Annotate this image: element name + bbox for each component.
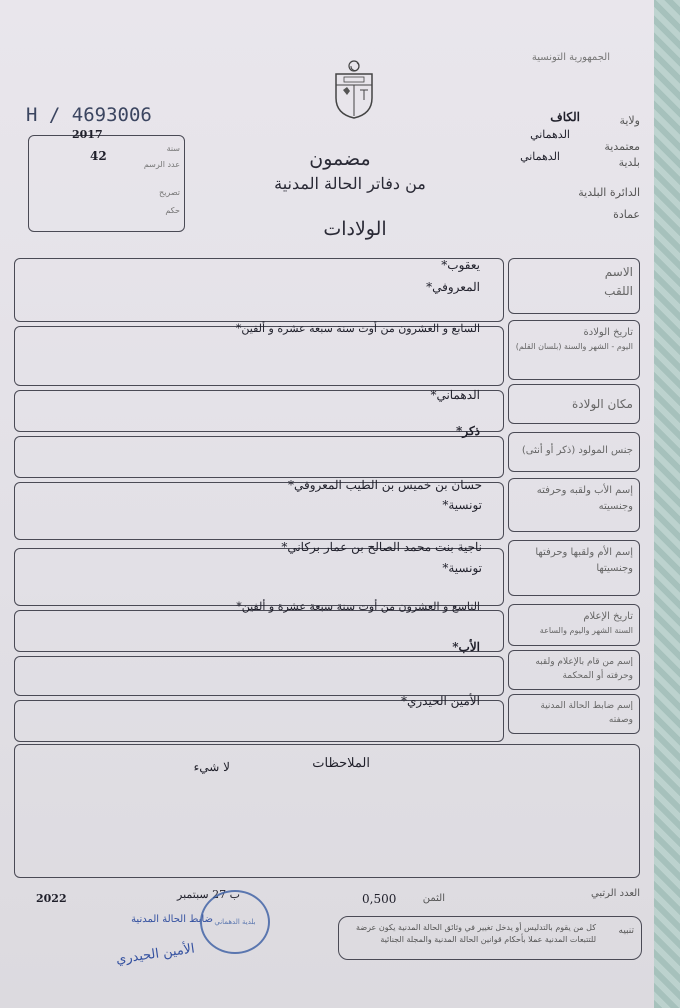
declarant-label: إسم من قام بالإعلام ولقبه وحرفته أو المحكمة <box>535 657 633 682</box>
declarant-value: الأب* <box>452 640 480 654</box>
sex-value: ذكر* <box>456 424 480 438</box>
title-line1: مضمون <box>309 148 371 170</box>
judgment-label: حكم <box>165 206 180 215</box>
mother-value-box <box>14 548 504 606</box>
declaration-date-sublabel: السنة الشهر واليوم والساعة <box>539 626 633 635</box>
officer-value: الأمين الحيدري* <box>400 694 480 708</box>
declaration-date-value: التاسع و العشرون من أوت سنة سبعة عشرة و ألفين* <box>236 600 480 613</box>
declarant-label-box <box>508 650 640 690</box>
republic-label: الجمهورية التونسية <box>531 52 610 63</box>
wilaya-label: ولاية <box>619 114 640 127</box>
imada-label: عمادة <box>613 208 640 221</box>
births-title: الولادات <box>323 218 387 240</box>
date-year: 2022 <box>36 892 67 905</box>
register-year-value: 2017 <box>72 128 103 141</box>
officer-title-signature: ضابط الحالة المدنية <box>131 914 213 925</box>
mother-label-box <box>508 540 640 596</box>
surname-label: اللقب <box>604 284 633 299</box>
mother-value: ناجية بنت محمد الصالح بن عمار بركاني* <box>281 540 482 554</box>
declarant-value-box <box>14 656 504 696</box>
birth-date-sublabel: اليوم - الشهر والسنة (بلسان القلم) <box>515 342 633 351</box>
father-nationality-label: وجنسيته <box>598 501 633 512</box>
register-number-value: 42 <box>90 149 107 163</box>
register-year-label: سنة <box>166 144 180 153</box>
coat-of-arms-icon <box>330 58 378 120</box>
delegation-value: الدهماني <box>530 128 570 141</box>
remarks-label: الملاحظات <box>312 756 370 771</box>
sex-value-box <box>14 436 504 478</box>
correction-label: تصريح <box>159 188 180 197</box>
municipal-stamp-icon: بلدية الدهماني <box>200 890 270 954</box>
birth-date-value-box <box>14 326 504 386</box>
birth-place-value: الدهماني* <box>430 388 480 402</box>
municipality-value: الدهماني <box>520 150 560 163</box>
wilaya-value: الكاف <box>550 110 580 124</box>
sex-label: جنس المولود (ذكر أو أنثى) <box>521 445 633 456</box>
declaration-date-label: تاريخ الإعلام <box>583 611 633 622</box>
mother-nationality-label: وجنسيتها <box>596 563 633 574</box>
birth-date-label-box <box>508 320 640 380</box>
security-border <box>654 0 680 1008</box>
title-line2: من دفاتر الحالة المدنية <box>274 174 426 193</box>
officer-label: إسم ضابط الحالة المدنية وصفته <box>540 701 633 726</box>
serial-number-label: العدد الرتبي <box>590 888 640 899</box>
birth-date-value: السابع و العشرون من أوت سنة سبعة عشرة و ألفين* <box>235 322 480 335</box>
price-value: 0,500 <box>362 892 397 906</box>
father-label-box <box>508 478 640 532</box>
surname-value: المعروفي* <box>426 280 480 294</box>
warning-note-text: كل من يقوم بالتدليس أو يدخل تغيير في وثائق الحالة المدنية يكون عرضة للتتبعات المدنية عملا بأحكام قوانين الحالة المدنية والمجلة الجنائية <box>356 923 596 944</box>
remarks-value: لا شيء <box>193 760 230 774</box>
birth-date-label: تاريخ الولادة <box>583 327 633 338</box>
declaration-date-label-box <box>508 604 640 646</box>
warning-note-label: تنبيه <box>618 926 634 936</box>
officer-label-box <box>508 694 640 734</box>
mother-nationality-value: تونسية* <box>442 561 482 575</box>
father-nationality-value: تونسية* <box>442 498 482 512</box>
first-name-value: يعقوب* <box>441 258 480 272</box>
municipality-label: بلدية <box>618 156 640 169</box>
sex-label-box <box>508 432 640 472</box>
mother-label: إسم الأم ولقبها وحرفتها <box>535 547 633 558</box>
name-label: الاسم <box>604 265 633 279</box>
price-label: الثمن <box>422 893 445 904</box>
register-number-label: عدد الرسم <box>143 160 180 169</box>
father-value: حسان بن خميس بن الطيب المعروفي* <box>288 478 482 492</box>
birth-place-label: مكان الولادة <box>571 397 633 411</box>
delegation-label: معتمدية <box>604 140 640 153</box>
birth-place-label-box <box>508 384 640 424</box>
officer-name-signature: الأمين الحيدري <box>115 941 196 968</box>
father-label: إسم الأب ولقبه وحرفته <box>536 485 633 496</box>
date-place: ب 27 سبتمبر <box>177 888 240 901</box>
name-label-box <box>508 258 640 314</box>
serial-number: H / 4693006 <box>26 104 152 126</box>
municipal-district-label: الدائرة البلدية <box>578 186 640 199</box>
